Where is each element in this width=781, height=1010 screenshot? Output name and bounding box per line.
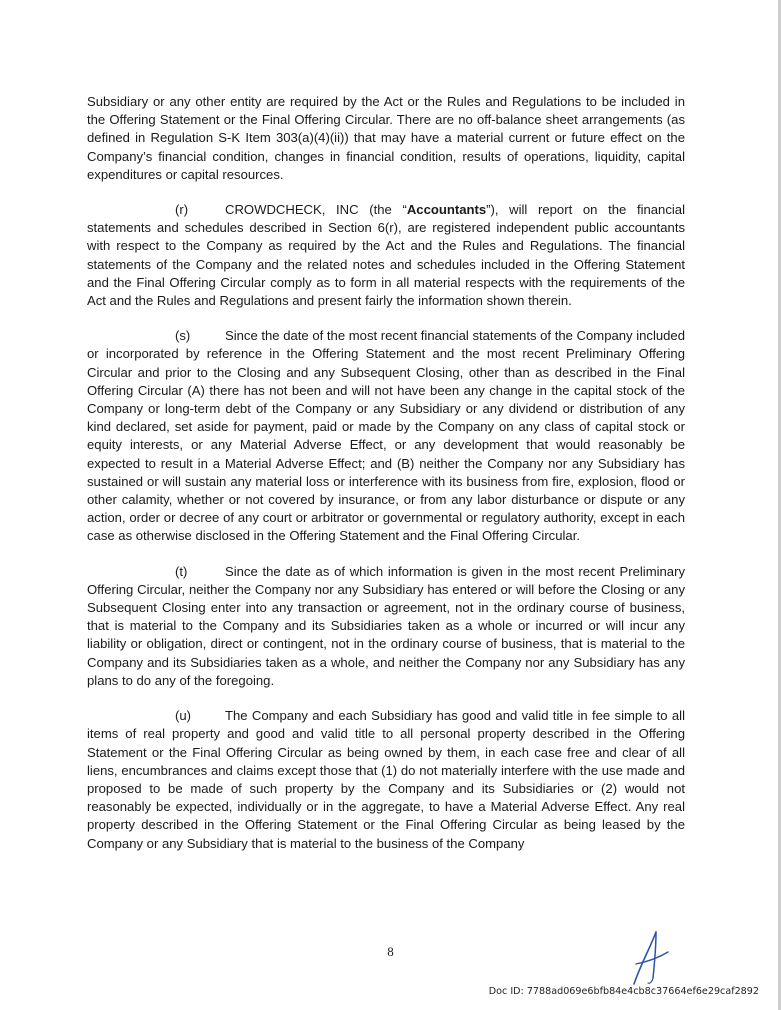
doc-id: Doc ID: 7788ad069e6bfb84e4cb8c37664ef6e29caf2892	[488, 986, 759, 997]
page-number: 8	[387, 944, 394, 959]
paragraph-label: (u)	[175, 708, 192, 724]
paragraph-s	[87, 327, 685, 545]
paragraph-label: (s)	[175, 328, 191, 344]
paragraph-u	[87, 707, 685, 853]
paragraph-text: Subsidiary or any other entity are required by the Act or the Rules and Regulations to be included in the Offering Statement or the Final Offering Circular. There are no off-balance sheet arrangements (as defined in Regulation S-K Item 303(a)(4)(ii)) that may have a material current or future effect on the Company’s financial condition, changes in financial condition, results of operations, liquidity, capital expenditures or capital resources.	[87, 94, 685, 182]
paragraph-text: The Company and each Subsidiary has good and valid title in fee simple to all items of real property and good and valid title to all personal property described in the Offering Statement or the Final Offering Circular as being owned by them, in each case free and clear of all liens, encumbrances and claims except those that (1) do not materially interfere with the use made and proposed to be made of such property by the Company and its Subsidiaries or (2) would not reasonably be expected, individually or in the aggregate, to have a Material Adverse Effect. Any real property described in the Offering Statement or the Final Offering Circular as being leased by the Company or any Subsidiary that is material to the business of the Company	[87, 708, 685, 851]
paragraph-r	[87, 201, 685, 310]
defined-term: Accountants	[406, 202, 487, 218]
paragraph-text: Since the date as of which information is given in the most recent Preliminary Offering Circular, neither the Company nor any Subsidiary has entered or will before the Closing or any Subsequent Closing enter into any transaction or agreement, not in the ordinary course of business, that is material to the Company and its Subsidiaries taken as a whole or incurred or will incur any liability or obligation, direct or contingent, not in the ordinary course of business, that is material to the Company and its Subsidiaries taken as a whole, and neither the Company nor any Subsidiary has any plans to do any of the foregoing.	[87, 563, 685, 688]
paragraph-continuation	[87, 93, 685, 184]
body-text	[87, 93, 685, 870]
paragraph-text: Since the date of the most recent financial statements of the Company included or incorporated by reference in the Offering Statement and the most recent Preliminary Offering Circular and prior to the Closing and any Subsequent Closing, other than as described in the Final Offering Circular (A) there has not been and will not have been any change in the capital stock of the Company or long-term debt of the Company or any Subsidiary or any dividend or distribution of any kind declared, set aside for payment, paid or made by the Company on any class of capital stock or equity interests, or any Material Adverse Effect, or any development that would reasonably be expected to result in a Material Adverse Effect; and (B) neither the Company nor any Subsidiary has sustained or will sustain any material loss or interference with its business from fire, explosion, flood or other calamity, whether or not covered by insurance, or from any labor disturbance or dispute or any action, order or decree of any court or arbitrator or governmental or regulatory authority, except in each case as otherwise disclosed in the Offering Statement and the Final Offering Circular.	[87, 328, 686, 544]
paragraph-t	[87, 563, 685, 690]
paragraph-text-pre: CROWDCHECK, INC (the “	[225, 202, 407, 218]
paragraph-text-post: ”), will report on the financial statements and schedules described in Section 6(r), are registered independent public accountants with respect to the Company as required by the Act and the Rules and Regulations. The financial statements of the Company and the related notes and schedules included in the Offering Statement and the Final Offering Circular comply as to form in all material respects with the requirements of the Act and the Rules and Regulations and present fairly the information shown therein.	[87, 202, 685, 309]
paragraph-label: (r)	[175, 202, 189, 218]
paragraph-label: (t)	[175, 563, 188, 579]
signature-initial-icon	[616, 928, 672, 988]
